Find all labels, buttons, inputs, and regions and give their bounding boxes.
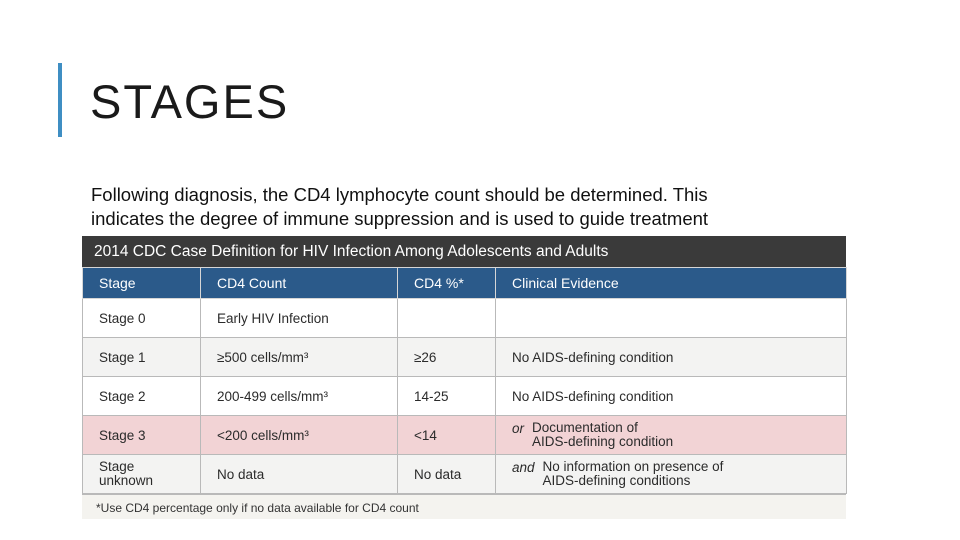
header-cd4-count: CD4 Count [201, 268, 398, 299]
intro-text [91, 183, 851, 231]
title-accent-bar [58, 63, 62, 137]
cell-cd4-count: Early HIV Infection [201, 299, 398, 338]
stage-table [82, 267, 847, 494]
cell-cd4-percent: 14-25 [398, 377, 496, 416]
table-row [83, 338, 847, 377]
cell-cd4-percent: No data [398, 455, 496, 494]
evidence-line-1: No information on presence of [542, 459, 724, 474]
cell-clinical-evidence [496, 299, 847, 338]
cell-stage: Stage 2 [83, 377, 201, 416]
cell-cd4-count: 200-499 cells/mm³ [201, 377, 398, 416]
cell-cd4-percent [398, 299, 496, 338]
cell-clinical-evidence: No AIDS-defining condition [496, 377, 847, 416]
cell-cd4-count: ≥500 cells/mm³ [201, 338, 398, 377]
evidence-prefix: and [512, 460, 535, 475]
table-caption: 2014 CDC Case Definition for HIV Infection Among Adolescents and Adults [82, 236, 846, 267]
header-cd4-percent: CD4 %* [398, 268, 496, 299]
header-clinical-evidence: Clinical Evidence [496, 268, 847, 299]
table-row [83, 455, 847, 494]
table-row [83, 377, 847, 416]
intro-line-2: indicates the degree of immune suppression and is used to guide treatment [91, 208, 709, 229]
slide-title: STAGES [90, 75, 290, 128]
evidence-line-2: AIDS-defining condition [532, 434, 674, 449]
cell-clinical-evidence [496, 416, 847, 455]
evidence-prefix: or [512, 421, 525, 436]
cell-clinical-evidence [496, 455, 847, 494]
cell-stage: Stage 3 [83, 416, 201, 455]
stage-line-2: unknown [99, 473, 154, 488]
evidence-line-2: AIDS-defining conditions [542, 473, 691, 488]
cell-stage [83, 455, 201, 494]
cell-cd4-percent: <14 [398, 416, 496, 455]
cell-cd4-count: No data [201, 455, 398, 494]
stage-line-1: Stage [99, 459, 135, 474]
cdc-stage-table-image [82, 236, 846, 519]
cell-stage: Stage 0 [83, 299, 201, 338]
cell-cd4-count: <200 cells/mm³ [201, 416, 398, 455]
cell-clinical-evidence: No AIDS-defining condition [496, 338, 847, 377]
table-row-stage-3 [83, 416, 847, 455]
table-row [83, 299, 847, 338]
header-stage: Stage [83, 268, 201, 299]
table-footnote: *Use CD4 percentage only if no data available for CD4 count [82, 494, 846, 522]
cell-cd4-percent: ≥26 [398, 338, 496, 377]
evidence-line-1: Documentation of [532, 420, 638, 435]
table-header-row [83, 268, 847, 299]
cell-stage: Stage 1 [83, 338, 201, 377]
intro-line-1: Following diagnosis, the CD4 lymphocyte count should be determined. This [91, 184, 708, 205]
